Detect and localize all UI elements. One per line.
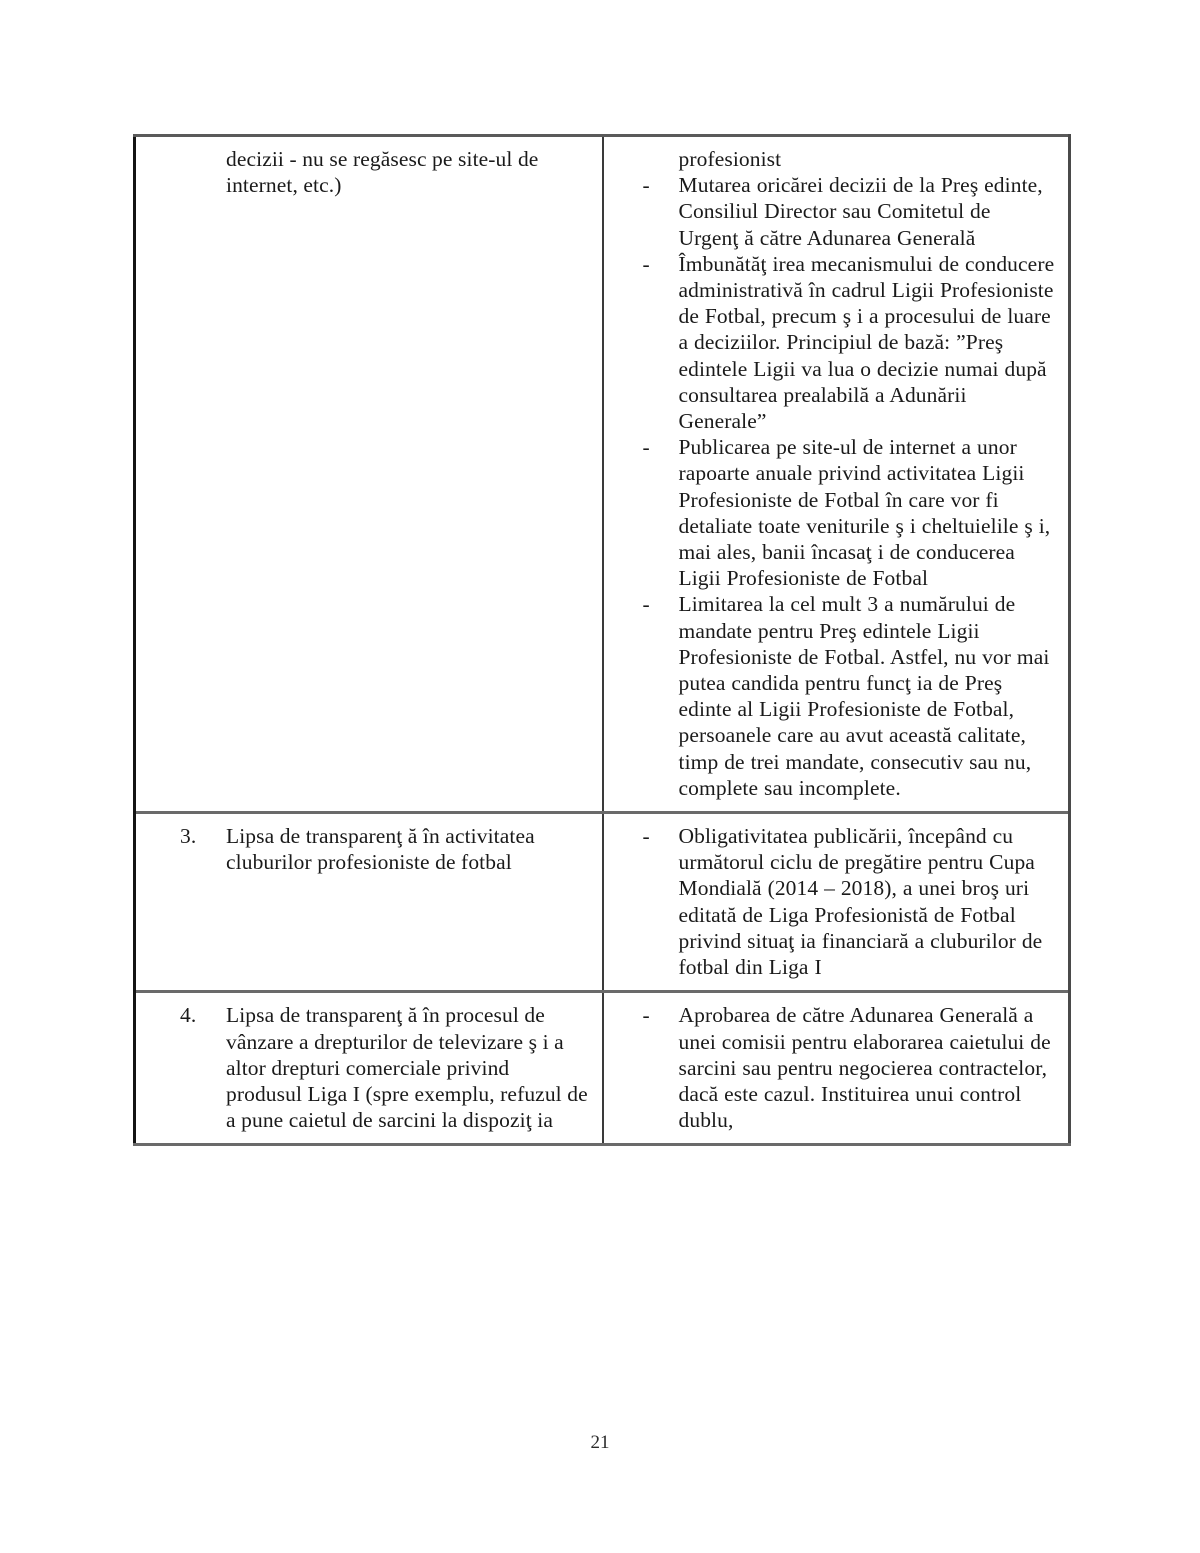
measures-list [616,823,1057,980]
list-item [616,251,1057,434]
list-item-text: Publicarea pe site-ul de internet a unor rapoarte anuale privind activitatea Ligii Profesioniste de Fotbal în care vor fi detaliate toate veniturile ş i cheltuielile ş i, mai ales, banii încasaţ i de conducerea Ligii Profesioniste de Fotbal [678,435,1051,591]
measure-continuation-text: profesionist [678,147,782,171]
table-cell-measures [603,813,1070,992]
dash-bullet-icon: - [642,173,650,198]
list-number: 3. [180,824,197,849]
table-row [135,136,1070,813]
list-item-text: Limitarea la cel mult 3 a numărului de mandate pentru Preş edintele Ligii Profesioniste de Fotbal. Astfel, nu vor mai putea candida pentru funcţ ia de Preş edinte al Ligii Profesioniste de Fotbal, persoanele care au avut această calitate, timp de trei mandate, consecutiv sau nu, complete sau incomplete. [678,592,1050,800]
list-item-text: Aprobarea de către Adunarea Generală a unei comisii pentru elaborarea caietului de sarcini sau pentru negocierea contractelor, dacă este cazul. Instituirea unui control dublu, [678,1003,1051,1133]
table-row [135,992,1070,1145]
issues-list [148,823,590,875]
table-cell-issue [135,136,603,813]
dash-bullet-icon: - [642,251,650,276]
list-item [616,591,1057,801]
table-cell-issue [135,992,603,1145]
dash-bullet-icon: - [642,435,650,460]
list-item-text: Îmbunătăţ irea mecanismului de conducere administrativă în cadrul Ligii Profesioniste de Fotbal, precum ş i a procesului de luare a deciziilor. Principiul de bază: ”Preş edintele Ligii va lua o decizie numai după consultarea prealabilă a Adunării Generale” [678,251,1055,434]
list-item [148,823,590,875]
list-number: 4. [180,1003,197,1028]
list-item-text: Lipsa de transparenţ ă în procesul de vânzare a drepturilor de televizare ş i a altor drepturi comerciale privind produsul Liga I (spre exemplu, refuzul de a pune caietul de sarcini la dispoziţ ia [226,1003,588,1133]
table-cell-measures [603,136,1070,813]
page-number: 21 [590,1432,610,1453]
table-cell-measures [603,992,1070,1145]
measures-list [616,1002,1057,1133]
table-cell-issue [135,813,603,992]
list-item [616,172,1057,251]
dash-bullet-icon: - [642,824,650,849]
dash-bullet-icon: - [642,592,650,617]
list-item-text: Obligativitatea publicării, începând cu următorul ciclu de pregătire pentru Cupa Mondială (2014 – 2018), a unei broş uri editată de Liga Profesionistă de Fotbal privind situaţ ia financiară a cluburilor de fotbal din Liga I [678,824,1043,980]
issues-list [148,1002,590,1133]
dash-bullet-icon: - [642,1003,650,1028]
list-item-text: Lipsa de transparenţ ă în activitatea cluburilor profesioniste de fotbal [226,824,535,875]
measures-list [616,172,1057,801]
list-item [148,1002,590,1133]
list-item [616,1002,1057,1133]
issues-measures-table [133,134,1071,1146]
issue-continuation-text: decizii - nu se regăsesc pe site-ul de internet, etc.) [226,147,539,198]
list-item [616,823,1057,980]
list-item-text: Mutarea oricărei decizii de la Preş edinte, Consiliul Director sau Comitetul de Urgenţ ă către Adunarea Generală [678,173,1043,250]
list-item [616,434,1057,591]
table-row [135,813,1070,992]
